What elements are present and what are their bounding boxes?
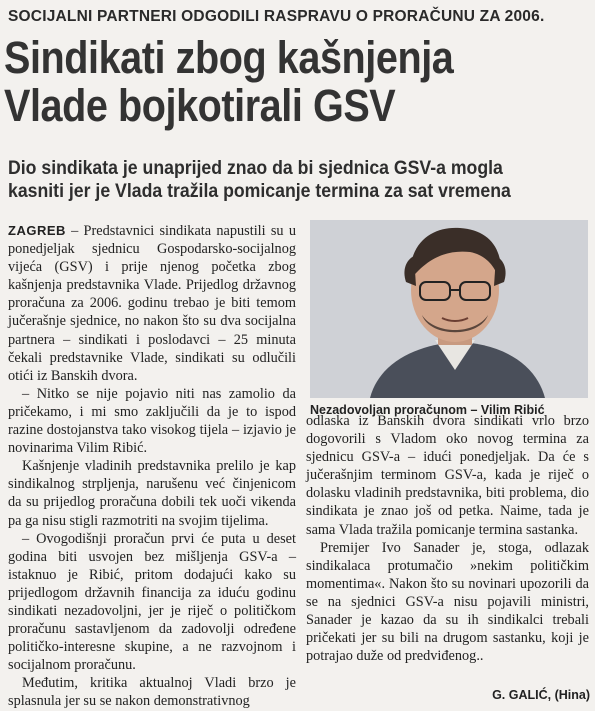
subheadline-line-2: kasniti jer je Vlada tražila pomicanje termina za sat vremena [8, 181, 511, 202]
headline-line-2: Vlade bojkotirali GSV [4, 80, 396, 131]
article-paragraph: – Nitko se nije pojavio niti nas zamolio da pričekamo, i mi smo zaključili da je to ispod razine dostojanstva tako visokog tijela – izjavio je novinarima Vilim Ribić. [8, 385, 296, 457]
article-paragraph: odlaska iz Banskih dvora sindikati vrlo brzo dogovorili s Vladom oko novog termina za sjednicu GSV-a – idući ponedjeljak. Da će s jučerašnjim terminom GSV-a, kada je riječ o dolasku vladinih predstavnika, biti problema, dio sindikata je znao još od petka. Naime, tada je sama Vlada tražila pomicanje termina sastanka. [306, 413, 589, 538]
byline: G. GALIĆ, (Hina) [492, 688, 590, 702]
article-paragraph [8, 222, 296, 385]
subheadline-line-1: Dio sindikata je unaprijed znao da bi sjednica GSV-a mogla [8, 158, 503, 179]
headline [4, 34, 519, 130]
kicker: SOCIJALNI PARTNERI ODGODILI RASPRAVU O PRORAČUNU ZA 2006. [8, 8, 545, 25]
article-paragraph: Premijer Ivo Sanader je, stoga, odlazak sindikalaca protumačio »nekim političkim momentima«. Nakon što su novinari upozorili da se na sjednici GSV-a nisu pojavili ministri, Sanader je kazao da su ih sindikalci trebali pričekati jer su bili na drugom sastanku, koji je potrajao duže od predviđenog.. [306, 539, 589, 665]
portrait-photo [310, 220, 588, 398]
paragraph-text: – Predstavnici sindikata napustili su u ponedjeljak sjednicu Gospodarsko-socijalnog vijeća (GSV) i prije njenog početka zbog kašnjenja predstavnika Vlade. Prijedlog državnog proračuna za 2006. godinu trebao je biti temom jučerašnje sjednice, no nakon što su dva socijalna partnera – sindikati i poslodavci – 25 minuta čekali predstavnike Vlade, sindikati su odlučili otići iz Banskih dvora. [8, 223, 296, 384]
portrait-illustration [310, 220, 588, 398]
photo-caption: Nezadovoljan proračunom – Vilim Ribić [310, 403, 545, 417]
subheadline [8, 157, 552, 203]
article-column-2 [306, 412, 589, 665]
article-column-1 [8, 222, 296, 711]
headline-line-1: Sindikati zbog kašnjenja [4, 32, 454, 83]
article-paragraph: – Ovogodišnji proračun prvi će puta u deset godina biti usvojen bez mišljenja GSV-a – istaknuo je Ribić, pritom dodajući kako su prijedlogom državnih financija za iduću godinu sindikati nezadovoljni, jer je riječ o političkom proračunu sastavljenom da zadovolji određene političko-interesne skupine, a ne razvojnom i socijalnom proračunu. [8, 530, 296, 674]
article-paragraph: Kašnjenje vladinih predstavnika prelilo je kap sindikalnog strpljenja, narušenu već činjenicom da su prijedlog proračuna dobili tek uoči vikenda pa ga nisu stigli razmotriti na svojim tijelima. [8, 458, 296, 529]
article-paragraph: Međutim, kritika aktualnoj Vladi brzo je splasnula jer su se nakon demonstrativnog [8, 675, 296, 710]
dateline: ZAGREB [8, 223, 66, 238]
